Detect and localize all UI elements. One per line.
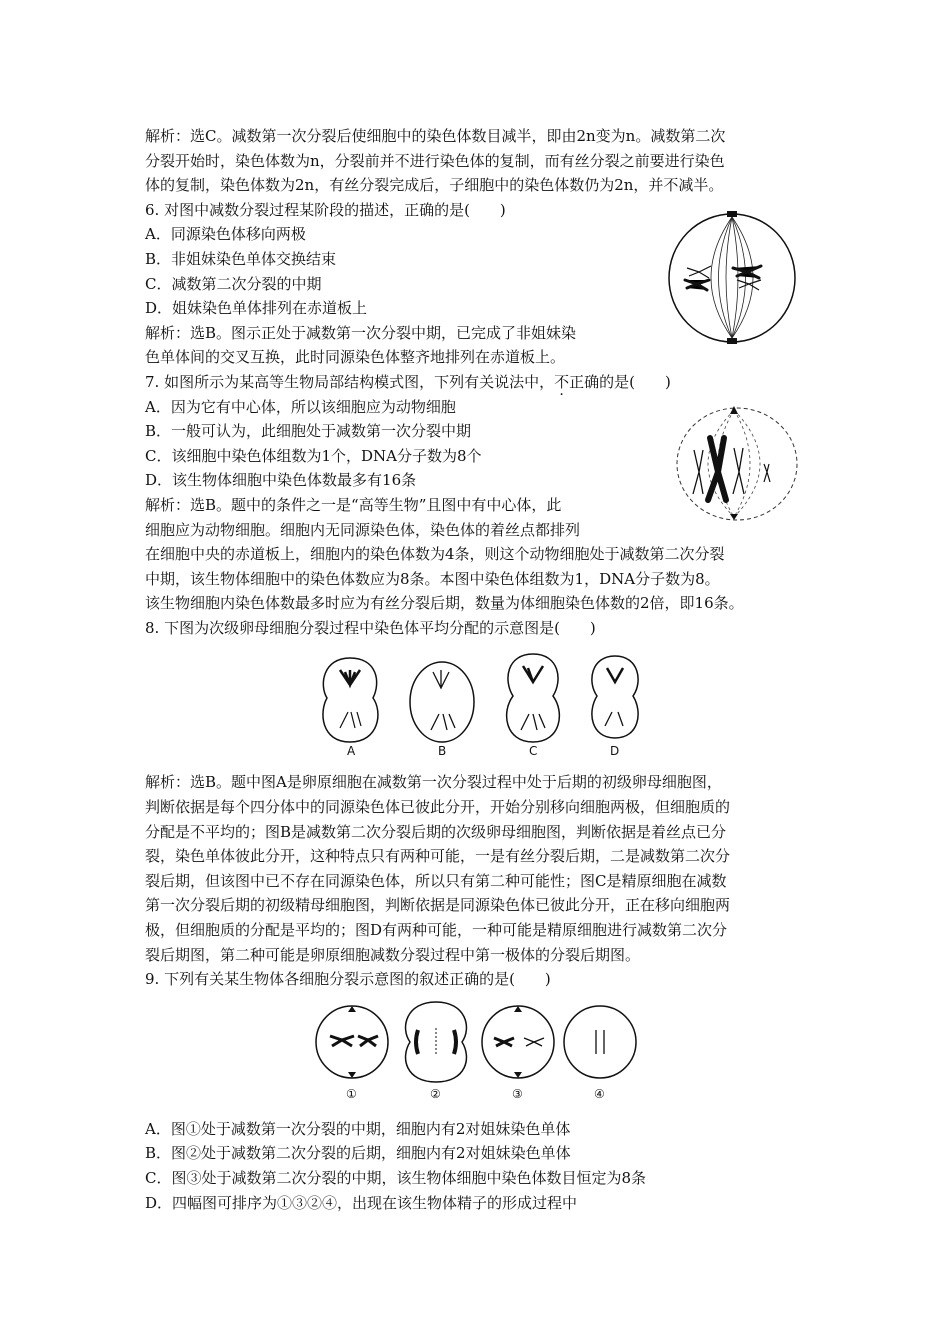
text-line: 体的复制，染色体数为2n，有丝分裂完成后，子细胞中的染色体数仍为2n，并不减半。 xyxy=(145,176,724,195)
option-d: D．该生物体细胞中染色体数最多有16条 xyxy=(145,471,417,490)
option-d: D．姐妹染色单体排列在赤道板上 xyxy=(145,299,368,318)
q8-label-a: A xyxy=(347,744,356,758)
analysis-line: 裂，染色单体彼此分开，这种特点只有两种可能，一是有丝分裂后期，二是减数第二次分 xyxy=(145,847,731,866)
q8-figure-a xyxy=(323,658,378,758)
q9-figure-2 xyxy=(406,1002,467,1101)
option-d: D．四幅图可排序为①③②④，出现在该生物体精子的形成过程中 xyxy=(145,1193,578,1212)
q8-label-d: D xyxy=(610,744,620,758)
option-c: C．减数第二次分裂的中期 xyxy=(145,274,322,293)
q9-label-1: ① xyxy=(346,1087,357,1101)
analysis-line: 裂后期图，第二种可能是卵原细胞减数分裂过程中第一极体的分裂后期图。 xyxy=(145,945,641,964)
analysis-line: 分配是不平均的；图B是减数第二次分裂后期的次级卵母细胞图，判断依据是着丝点已分 xyxy=(145,822,727,841)
analysis-line: 色单体间的交叉互换，此时同源染色体整齐地排列在赤道板上。 xyxy=(145,348,566,367)
q9-label-3: ③ xyxy=(512,1087,523,1101)
option-b: B．一般可认为，此细胞处于减数第一次分裂中期 xyxy=(145,422,472,441)
analysis-line: 中期，该生物体细胞中的染色体数应为8条。本图中染色体组数为1，DNA分子数为8。 xyxy=(145,569,720,588)
q8-figure-row xyxy=(315,650,655,760)
text-line: 分裂开始时，染色体数为n，分裂前并不进行染色体的复制，而有丝分裂之前要进行染色 xyxy=(145,151,725,170)
analysis-line: 极，但细胞质的分配是平均的；图D有两种可能，一种可能是精原细胞进行减数第二次分 xyxy=(145,921,728,940)
option-c: C．图③处于减数第二次分裂的中期，该生物体细胞中染色体数目恒定为8条 xyxy=(145,1169,647,1187)
option-b: B．图②处于减数第二次分裂的后期，细胞内有2对姐妹染色单体 xyxy=(145,1144,571,1163)
analysis-line: 裂后期，但该图中已不存在同源染色体，所以只有第二种可能性；图C是精原细胞在减数 xyxy=(145,871,727,890)
q8-figure-d xyxy=(592,656,638,758)
q8-figure-c xyxy=(507,654,560,758)
q9-figure-1 xyxy=(316,1006,388,1101)
q7-cell-figure xyxy=(672,402,802,530)
q9-label-4: ④ xyxy=(594,1087,605,1101)
option-c: C．该细胞中染色体组数为1个，DNA分子数为8个 xyxy=(145,446,482,465)
option-a: A．同源染色体移向两极 xyxy=(145,225,306,244)
q9-figure-row xyxy=(310,1000,640,1105)
option-a: A．因为它有中心体，所以该细胞应为动物细胞 xyxy=(145,397,456,416)
analysis-line: 解析：选B。题中图A是卵原细胞在减数第一次分裂过程中处于后期的初级卵母细胞图， xyxy=(145,773,722,792)
stem-text: 7. 如图所示为某高等生物局部结构模式图，下列有关说法中， xyxy=(145,372,555,391)
stem-text: 正确的是( ) xyxy=(569,372,671,391)
q6-cell-figure xyxy=(665,208,800,348)
analysis-line: 判断依据是每个四分体中的同源染色体已彼此分开，开始分别移向细胞两极，但细胞质的 xyxy=(145,798,731,817)
q5-analysis xyxy=(145,124,825,198)
q8-label-c: C xyxy=(529,744,538,758)
q9-figure-4 xyxy=(564,1006,636,1101)
analysis-line: 在细胞中央的赤道板上，细胞内的染色体数为4条，则这个动物细胞处于减数第二次分裂 xyxy=(145,545,725,564)
question-stem: 6. 对图中减数分裂过程某阶段的描述，正确的是( ) xyxy=(145,200,506,219)
option-a: A．图①处于减数第一次分裂的中期，细胞内有2对姐妹染色单体 xyxy=(145,1119,571,1138)
question-stem: 8. 下图为次级卵母细胞分裂过程中染色体平均分配的示意图是( ) xyxy=(145,618,596,637)
text-line: 解析：选C。减数第一次分裂后使细胞中的染色体数目减半，即由2n变为n。减数第二次 xyxy=(145,127,726,145)
q8-label-b: B xyxy=(438,744,447,758)
question-stem xyxy=(145,370,825,395)
analysis-line: 解析：选B。题中的条件之一是“高等生物”且图中有中心体，此 xyxy=(145,495,562,514)
emphasis-word: 不 xyxy=(554,372,570,391)
analysis-line: 细胞应为动物细胞。细胞内无同源染色体，染色体的着丝点都排列 xyxy=(145,520,581,539)
analysis-line: 该生物细胞内染色体数最多时应为有丝分裂后期，数量为体细胞染色体数的2倍，即16条。 xyxy=(145,594,744,613)
q9-figure-3 xyxy=(482,1006,554,1101)
q9-label-2: ② xyxy=(430,1087,441,1101)
q8-figure-b xyxy=(410,662,474,758)
question-stem: 9. 下列有关某生物体各细胞分裂示意图的叙述正确的是( ) xyxy=(145,970,551,989)
analysis-line: 第一次分裂后期的初级精母细胞图，判断依据是同源染色体已彼此分开，正在移向细胞两 xyxy=(145,896,731,915)
option-b: B．非姐妹染色单体交换结束 xyxy=(145,249,337,268)
analysis-line: 解析：选B。图示正处于减数第一次分裂中期，已完成了非姐妹染 xyxy=(145,323,577,342)
